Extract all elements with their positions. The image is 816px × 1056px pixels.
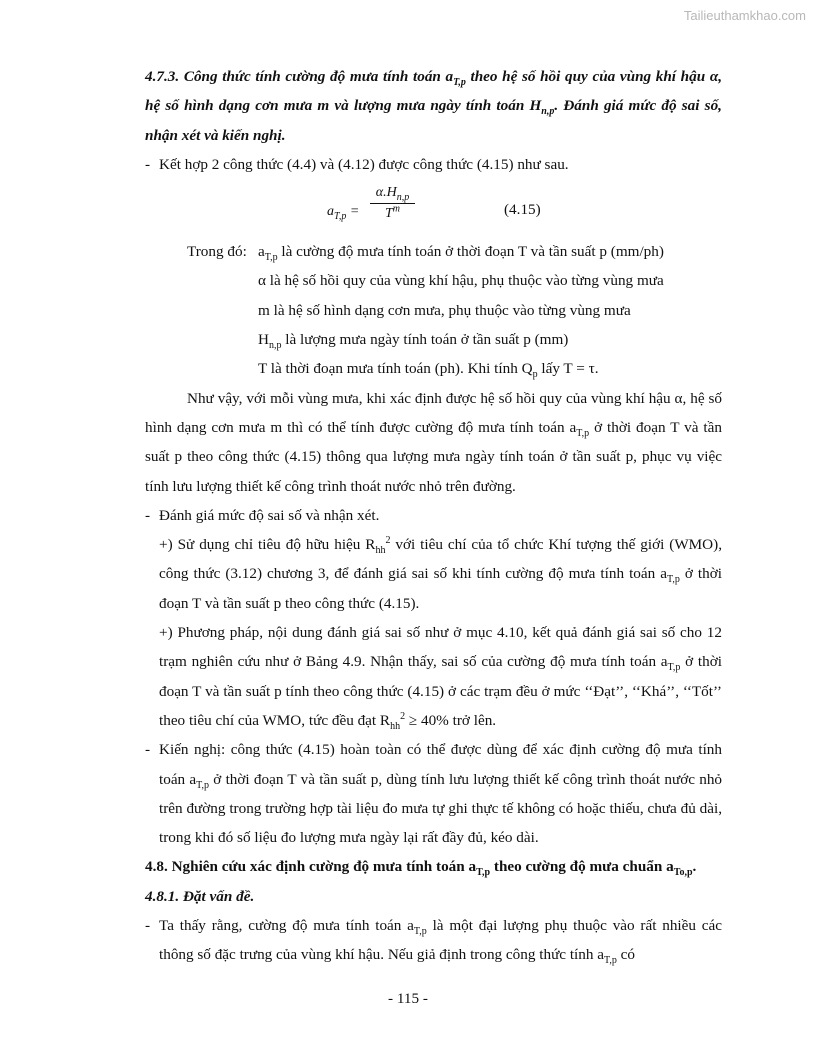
paragraph-combine-formulas: - Kết hợp 2 công thức (4.4) và (4.12) được công thức (4.15) như sau. xyxy=(145,155,569,173)
where-line-5: T là thời đoạn mưa tính toán (ph). Khi tính $Q_p$ lấy T = τ. xyxy=(258,360,599,381)
where-line-4: $H_{n,p}$ là lượng mưa ngày tính toán ở tần suất p (mm) xyxy=(258,331,569,352)
where-line-3: m là hệ số hình dạng cơn mưa, phụ thuộc vào từng vùng mưa xyxy=(258,301,631,319)
where-line-1: Trong đó: $a_{T,p}$ là cường độ mưa tính toán ở thời đoạn T và tần suất p (mm/ph) xyxy=(145,237,722,266)
paragraph-evaluation-heading: - Đánh giá mức độ sai số và nhận xét. xyxy=(145,506,380,524)
paragraph-conclusion: Như vậy, với mỗi vùng mưa, khi xác định được hệ số hồi quy của vùng khí hậu α, hệ số hình dạng cơn mưa m thì có thể tính được cường độ mưa tính toán $a_{T,p}$ ở thời đoạn T và tần suất p theo công thức (4.15) thông qua lượng mưa ngày tính toán ở tần suất p, phục vụ việc tính lưu lượng thiết kế công trình thoát nước nhỏ trên đường. xyxy=(145,389,722,495)
formula-fraction xyxy=(370,183,415,224)
formula-numerator: $\alpha.H_{n,p}$ xyxy=(375,185,410,203)
paragraph-problem-statement: - Ta thấy rằng, cường độ mưa tính toán $a_{T,p}$ là một đại lượng phụ thuộc vào rất nhiều các thông số đặc trưng của vùng khí hậu. Nếu giả định trong công thức tính $a_{T,p}$ có xyxy=(145,917,722,967)
formula-lhs: $a_{T,p}$ = xyxy=(327,204,360,222)
section-heading-4-7-3: 4.7.3. Công thức tính cường độ mưa tính toán $a_{T,p}$ theo hệ số hồi quy của vùng khí hậu α, hệ số hình dạng cơn mưa m và lượng mưa ngày tính toán $H_{n,p}$. Đánh giá mức độ sai số, nhận xét và kiến nghị. xyxy=(145,68,723,144)
formula-number: (4.15) xyxy=(504,201,541,219)
formula-denominator: $T^m$ xyxy=(384,203,401,222)
watermark: Tailieuthamkhao.com xyxy=(683,8,806,23)
paragraph-recommendation: - Kiến nghị: công thức (4.15) hoàn toàn có thể được dùng để xác định cường độ mưa tính toán $a_{T,p}$ ở thời đoạn T và tần suất p, dùng tính lưu lượng thiết kế công trình thoát nước nhỏ trên đường trong trường hợp tài liệu đo mưa tự ghi thực tế không có hoặc thiếu, chưa đủ dài, trong khi đó số liệu đo lượng mưa ngày lại rất đầy đủ, kéo dài. xyxy=(145,741,723,847)
section-heading-4-8: 4.8. Nghiên cứu xác định cường độ mưa tính toán $a_{T,p}$ theo cường độ mưa chuẩn $a_{To,p}$. xyxy=(145,858,697,879)
paragraph-error-results: +) Phương pháp, nội dung đánh giá sai số như ở mục 4.10, kết quả đánh giá sai số cho 12 trạm nghiên cứu như ở Bảng 4.9. Nhận thấy, sai số của cường độ mưa tính toán $a_{T,p}$ ở thời đoạn T và tần suất p tính theo công thức (4.15) ở các trạm đều ở mức ‘‘Đạt’’, ‘‘Khá’’, ‘‘Tốt’’ theo tiêu chí của WMO, tức đều đạt $R_{hh}^2 \ge 40\%$ trở lên. xyxy=(159,624,722,732)
where-label: Trong đó: xyxy=(187,243,247,261)
page-number: - 115 - xyxy=(388,990,428,1007)
formula-4-15 xyxy=(145,179,722,237)
where-line-2: α là hệ số hồi quy của vùng khí hậu, phụ thuộc vào từng vùng mưa xyxy=(258,272,664,290)
section-heading-4-8-1: 4.8.1. Đặt vấn đề. xyxy=(145,887,255,905)
page-content xyxy=(145,62,722,970)
paragraph-wmo-criteria: +) Sử dụng chỉ tiêu độ hữu hiệu $R_{hh}^2$ với tiêu chí của tổ chức Khí tượng thế giới (WMO), công thức (3.12) chương 3, để đánh giá sai số khi tính cường độ mưa tính toán $a_{T,p}$ ở thời đoạn T và tần suất p theo công thức (4.15). xyxy=(159,535,722,612)
